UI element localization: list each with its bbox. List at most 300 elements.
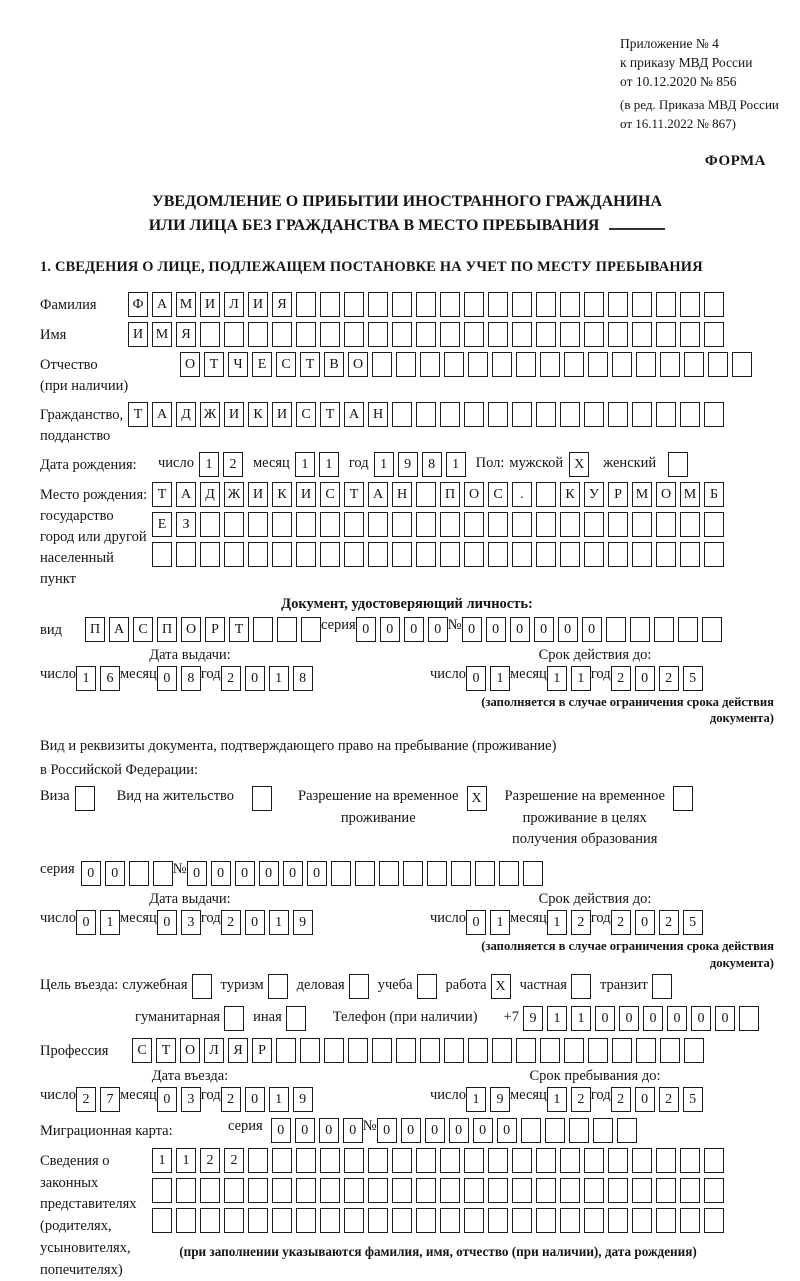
char-box[interactable] <box>396 352 416 377</box>
char-box[interactable]: С <box>276 352 296 377</box>
char-box[interactable]: Я <box>176 322 196 347</box>
checkbox[interactable] <box>668 452 688 477</box>
char-box[interactable] <box>545 1118 565 1143</box>
char-box[interactable] <box>392 292 412 317</box>
char-box[interactable] <box>475 861 495 886</box>
char-box[interactable] <box>630 617 650 642</box>
char-box[interactable] <box>253 617 273 642</box>
char-box[interactable] <box>296 292 316 317</box>
char-box[interactable] <box>584 292 604 317</box>
char-box[interactable]: 5 <box>683 1087 703 1112</box>
char-box[interactable]: 0 <box>667 1006 687 1031</box>
char-box[interactable]: 0 <box>643 1006 663 1031</box>
char-box[interactable]: М <box>176 292 196 317</box>
char-box[interactable] <box>560 1208 580 1233</box>
char-box[interactable]: 1 <box>152 1148 172 1173</box>
char-box[interactable] <box>344 542 364 567</box>
char-box[interactable] <box>416 322 436 347</box>
char-box[interactable]: 1 <box>490 910 510 935</box>
char-box[interactable] <box>368 322 388 347</box>
char-box[interactable] <box>416 512 436 537</box>
char-box[interactable] <box>416 292 436 317</box>
checkbox[interactable] <box>224 1006 244 1031</box>
char-box[interactable]: О <box>656 482 676 507</box>
char-box[interactable]: 0 <box>635 1087 655 1112</box>
char-box[interactable] <box>276 1038 296 1063</box>
char-box[interactable]: И <box>248 482 268 507</box>
char-box[interactable]: 0 <box>245 910 265 935</box>
char-box[interactable]: Д <box>200 482 220 507</box>
char-box[interactable]: А <box>152 402 172 427</box>
char-box[interactable] <box>200 1208 220 1233</box>
char-box[interactable] <box>704 512 724 537</box>
char-box[interactable]: П <box>440 482 460 507</box>
char-box[interactable] <box>704 322 724 347</box>
char-box[interactable] <box>392 1208 412 1233</box>
char-box[interactable]: О <box>180 352 200 377</box>
char-box[interactable] <box>440 322 460 347</box>
char-box[interactable] <box>176 1178 196 1203</box>
char-box[interactable]: Т <box>320 402 340 427</box>
char-box[interactable] <box>617 1118 637 1143</box>
char-box[interactable] <box>420 1038 440 1063</box>
char-box[interactable] <box>704 1148 724 1173</box>
char-box[interactable] <box>680 402 700 427</box>
char-box[interactable]: М <box>152 322 172 347</box>
checkbox[interactable] <box>252 786 272 811</box>
char-box[interactable] <box>272 512 292 537</box>
char-box[interactable]: 0 <box>462 617 482 642</box>
char-box[interactable]: И <box>128 322 148 347</box>
char-box[interactable] <box>153 861 173 886</box>
char-box[interactable] <box>608 322 628 347</box>
char-box[interactable]: 0 <box>245 1087 265 1112</box>
char-box[interactable] <box>512 512 532 537</box>
char-box[interactable] <box>272 322 292 347</box>
char-box[interactable] <box>320 512 340 537</box>
char-box[interactable]: Я <box>228 1038 248 1063</box>
char-box[interactable]: 0 <box>307 861 327 886</box>
char-box[interactable]: 1 <box>319 452 339 477</box>
char-box[interactable] <box>392 322 412 347</box>
char-box[interactable]: О <box>348 352 368 377</box>
char-box[interactable]: И <box>224 402 244 427</box>
char-box[interactable] <box>372 1038 392 1063</box>
char-box[interactable] <box>464 402 484 427</box>
char-box[interactable]: Т <box>300 352 320 377</box>
char-box[interactable]: Л <box>224 292 244 317</box>
char-box[interactable] <box>632 1178 652 1203</box>
char-box[interactable] <box>678 617 698 642</box>
char-box[interactable]: 2 <box>659 1087 679 1112</box>
char-box[interactable] <box>684 352 704 377</box>
char-box[interactable] <box>584 1178 604 1203</box>
char-box[interactable] <box>680 1178 700 1203</box>
char-box[interactable] <box>608 292 628 317</box>
char-box[interactable] <box>344 1208 364 1233</box>
char-box[interactable] <box>656 512 676 537</box>
char-box[interactable]: 0 <box>425 1118 445 1143</box>
char-box[interactable] <box>468 1038 488 1063</box>
char-box[interactable] <box>584 1148 604 1173</box>
char-box[interactable] <box>396 1038 416 1063</box>
char-box[interactable] <box>608 1208 628 1233</box>
char-box[interactable] <box>200 542 220 567</box>
char-box[interactable]: 1 <box>100 910 120 935</box>
char-box[interactable]: А <box>344 402 364 427</box>
char-box[interactable] <box>560 1148 580 1173</box>
checkbox[interactable]: X <box>569 452 589 477</box>
char-box[interactable] <box>564 1038 584 1063</box>
char-box[interactable] <box>344 322 364 347</box>
char-box[interactable] <box>296 1208 316 1233</box>
char-box[interactable] <box>584 322 604 347</box>
checkbox[interactable]: X <box>467 786 487 811</box>
char-box[interactable] <box>320 542 340 567</box>
char-box[interactable]: 9 <box>523 1006 543 1031</box>
char-box[interactable]: 3 <box>181 1087 201 1112</box>
char-box[interactable] <box>200 1178 220 1203</box>
char-box[interactable] <box>296 1178 316 1203</box>
char-box[interactable] <box>584 1208 604 1233</box>
char-box[interactable] <box>296 542 316 567</box>
char-box[interactable]: 0 <box>497 1118 517 1143</box>
char-box[interactable] <box>540 1038 560 1063</box>
char-box[interactable] <box>272 1148 292 1173</box>
char-box[interactable] <box>608 542 628 567</box>
char-box[interactable] <box>680 542 700 567</box>
char-box[interactable]: 1 <box>490 666 510 691</box>
char-box[interactable]: 0 <box>582 617 602 642</box>
char-box[interactable]: 0 <box>76 910 96 935</box>
char-box[interactable]: 1 <box>199 452 219 477</box>
char-box[interactable]: 1 <box>269 666 289 691</box>
char-box[interactable] <box>702 617 722 642</box>
char-box[interactable] <box>564 352 584 377</box>
char-box[interactable]: 1 <box>374 452 394 477</box>
char-box[interactable]: 0 <box>245 666 265 691</box>
char-box[interactable]: Я <box>272 292 292 317</box>
char-box[interactable]: 1 <box>547 910 567 935</box>
char-box[interactable] <box>656 322 676 347</box>
char-box[interactable] <box>536 512 556 537</box>
char-box[interactable]: Р <box>252 1038 272 1063</box>
char-box[interactable]: Р <box>608 482 628 507</box>
char-box[interactable]: 1 <box>295 452 315 477</box>
char-box[interactable]: 5 <box>683 666 703 691</box>
char-box[interactable] <box>224 542 244 567</box>
char-box[interactable] <box>224 322 244 347</box>
char-box[interactable]: Б <box>704 482 724 507</box>
checkbox[interactable] <box>571 974 591 999</box>
char-box[interactable]: 0 <box>486 617 506 642</box>
char-box[interactable] <box>704 1178 724 1203</box>
char-box[interactable]: 0 <box>377 1118 397 1143</box>
char-box[interactable] <box>499 861 519 886</box>
char-box[interactable] <box>451 861 471 886</box>
char-box[interactable] <box>416 1208 436 1233</box>
char-box[interactable] <box>320 292 340 317</box>
char-box[interactable] <box>344 1178 364 1203</box>
char-box[interactable]: С <box>488 482 508 507</box>
char-box[interactable]: 2 <box>223 452 243 477</box>
char-box[interactable]: 1 <box>466 1087 486 1112</box>
char-box[interactable] <box>368 1148 388 1173</box>
char-box[interactable] <box>656 292 676 317</box>
char-box[interactable]: 0 <box>356 617 376 642</box>
char-box[interactable]: 0 <box>157 1087 177 1112</box>
char-box[interactable] <box>488 1148 508 1173</box>
char-box[interactable]: 0 <box>319 1118 339 1143</box>
char-box[interactable]: 2 <box>221 666 241 691</box>
char-box[interactable] <box>320 1208 340 1233</box>
char-box[interactable]: М <box>632 482 652 507</box>
char-box[interactable] <box>492 352 512 377</box>
checkbox[interactable] <box>417 974 437 999</box>
char-box[interactable] <box>536 1148 556 1173</box>
checkbox[interactable] <box>349 974 369 999</box>
char-box[interactable]: У <box>584 482 604 507</box>
char-box[interactable] <box>516 352 536 377</box>
char-box[interactable] <box>608 512 628 537</box>
char-box[interactable] <box>464 292 484 317</box>
char-box[interactable]: 2 <box>221 910 241 935</box>
char-box[interactable] <box>584 402 604 427</box>
char-box[interactable] <box>200 322 220 347</box>
char-box[interactable] <box>632 292 652 317</box>
char-box[interactable]: 0 <box>510 617 530 642</box>
char-box[interactable] <box>440 292 460 317</box>
char-box[interactable] <box>656 1178 676 1203</box>
char-box[interactable]: 1 <box>269 1087 289 1112</box>
char-box[interactable] <box>536 1208 556 1233</box>
char-box[interactable] <box>584 512 604 537</box>
char-box[interactable]: 8 <box>293 666 313 691</box>
char-box[interactable] <box>680 512 700 537</box>
char-box[interactable] <box>296 512 316 537</box>
char-box[interactable]: 1 <box>547 1006 567 1031</box>
char-box[interactable] <box>348 1038 368 1063</box>
char-box[interactable] <box>632 322 652 347</box>
char-box[interactable]: 9 <box>398 452 418 477</box>
char-box[interactable]: К <box>560 482 580 507</box>
char-box[interactable]: Т <box>156 1038 176 1063</box>
char-box[interactable]: 0 <box>619 1006 639 1031</box>
char-box[interactable] <box>464 1148 484 1173</box>
char-box[interactable]: 0 <box>295 1118 315 1143</box>
char-box[interactable]: Ф <box>128 292 148 317</box>
char-box[interactable]: 0 <box>380 617 400 642</box>
char-box[interactable] <box>440 1178 460 1203</box>
char-box[interactable] <box>608 1178 628 1203</box>
char-box[interactable]: С <box>133 617 153 642</box>
char-box[interactable] <box>344 292 364 317</box>
char-box[interactable] <box>301 617 321 642</box>
char-box[interactable] <box>324 1038 344 1063</box>
char-box[interactable]: 1 <box>176 1148 196 1173</box>
char-box[interactable] <box>632 542 652 567</box>
char-box[interactable]: 0 <box>235 861 255 886</box>
char-box[interactable] <box>403 861 423 886</box>
char-box[interactable] <box>704 542 724 567</box>
char-box[interactable] <box>248 1148 268 1173</box>
char-box[interactable] <box>176 1208 196 1233</box>
char-box[interactable]: 1 <box>446 452 466 477</box>
char-box[interactable]: 0 <box>211 861 231 886</box>
char-box[interactable] <box>708 352 728 377</box>
char-box[interactable] <box>660 1038 680 1063</box>
char-box[interactable] <box>588 352 608 377</box>
char-box[interactable] <box>368 512 388 537</box>
char-box[interactable] <box>512 402 532 427</box>
char-box[interactable] <box>704 1208 724 1233</box>
char-box[interactable] <box>516 1038 536 1063</box>
char-box[interactable] <box>636 1038 656 1063</box>
char-box[interactable] <box>392 1148 412 1173</box>
char-box[interactable]: 0 <box>343 1118 363 1143</box>
char-box[interactable] <box>684 1038 704 1063</box>
char-box[interactable]: 0 <box>81 861 101 886</box>
char-box[interactable]: Л <box>204 1038 224 1063</box>
char-box[interactable] <box>468 352 488 377</box>
char-box[interactable] <box>248 322 268 347</box>
char-box[interactable] <box>392 512 412 537</box>
char-box[interactable]: Ж <box>200 402 220 427</box>
char-box[interactable] <box>608 1148 628 1173</box>
char-box[interactable] <box>654 617 674 642</box>
char-box[interactable] <box>416 482 436 507</box>
char-box[interactable]: 0 <box>473 1118 493 1143</box>
char-box[interactable]: 2 <box>76 1087 96 1112</box>
char-box[interactable]: 0 <box>595 1006 615 1031</box>
char-box[interactable] <box>392 402 412 427</box>
char-box[interactable] <box>200 512 220 537</box>
char-box[interactable] <box>606 617 626 642</box>
char-box[interactable]: 0 <box>157 910 177 935</box>
char-box[interactable]: 0 <box>428 617 448 642</box>
char-box[interactable]: 9 <box>293 1087 313 1112</box>
char-box[interactable]: 0 <box>466 666 486 691</box>
char-box[interactable]: А <box>176 482 196 507</box>
char-box[interactable] <box>512 1148 532 1173</box>
char-box[interactable] <box>680 1208 700 1233</box>
char-box[interactable]: 0 <box>283 861 303 886</box>
char-box[interactable] <box>300 1038 320 1063</box>
char-box[interactable]: Р <box>205 617 225 642</box>
char-box[interactable]: Е <box>152 512 172 537</box>
char-box[interactable]: 9 <box>293 910 313 935</box>
char-box[interactable] <box>176 542 196 567</box>
char-box[interactable] <box>512 292 532 317</box>
char-box[interactable]: Т <box>204 352 224 377</box>
char-box[interactable] <box>152 1208 172 1233</box>
char-box[interactable] <box>440 542 460 567</box>
char-box[interactable] <box>277 617 297 642</box>
char-box[interactable] <box>272 1178 292 1203</box>
char-box[interactable] <box>584 542 604 567</box>
char-box[interactable]: А <box>368 482 388 507</box>
char-box[interactable] <box>368 542 388 567</box>
char-box[interactable]: 0 <box>691 1006 711 1031</box>
char-box[interactable] <box>296 1148 316 1173</box>
char-box[interactable]: 2 <box>611 1087 631 1112</box>
char-box[interactable]: П <box>85 617 105 642</box>
checkbox[interactable]: X <box>491 974 511 999</box>
char-box[interactable]: А <box>109 617 129 642</box>
char-box[interactable]: И <box>200 292 220 317</box>
char-box[interactable]: 9 <box>490 1087 510 1112</box>
char-box[interactable]: О <box>180 1038 200 1063</box>
char-box[interactable] <box>560 542 580 567</box>
char-box[interactable]: 2 <box>571 910 591 935</box>
char-box[interactable] <box>536 322 556 347</box>
char-box[interactable]: 1 <box>547 1087 567 1112</box>
char-box[interactable] <box>512 1208 532 1233</box>
char-box[interactable]: И <box>296 482 316 507</box>
char-box[interactable]: 0 <box>534 617 554 642</box>
char-box[interactable] <box>248 542 268 567</box>
char-box[interactable] <box>492 1038 512 1063</box>
char-box[interactable]: Т <box>344 482 364 507</box>
char-box[interactable] <box>320 322 340 347</box>
char-box[interactable]: 0 <box>635 666 655 691</box>
char-box[interactable] <box>368 292 388 317</box>
char-box[interactable] <box>272 1208 292 1233</box>
char-box[interactable] <box>656 542 676 567</box>
char-box[interactable] <box>536 482 556 507</box>
char-box[interactable] <box>224 512 244 537</box>
char-box[interactable] <box>540 352 560 377</box>
char-box[interactable] <box>488 1208 508 1233</box>
char-box[interactable]: С <box>320 482 340 507</box>
char-box[interactable]: 2 <box>571 1087 591 1112</box>
char-box[interactable]: 2 <box>224 1148 244 1173</box>
char-box[interactable]: Н <box>368 402 388 427</box>
char-box[interactable] <box>368 1178 388 1203</box>
char-box[interactable] <box>444 352 464 377</box>
char-box[interactable]: 2 <box>200 1148 220 1173</box>
char-box[interactable] <box>521 1118 541 1143</box>
char-box[interactable] <box>392 542 412 567</box>
char-box[interactable] <box>488 542 508 567</box>
char-box[interactable]: 0 <box>449 1118 469 1143</box>
char-box[interactable]: Т <box>229 617 249 642</box>
char-box[interactable] <box>704 292 724 317</box>
char-box[interactable]: Ж <box>224 482 244 507</box>
char-box[interactable] <box>536 542 556 567</box>
char-box[interactable] <box>440 512 460 537</box>
char-box[interactable] <box>608 402 628 427</box>
char-box[interactable]: К <box>272 482 292 507</box>
char-box[interactable] <box>440 402 460 427</box>
char-box[interactable] <box>560 292 580 317</box>
char-box[interactable] <box>632 402 652 427</box>
char-box[interactable]: И <box>248 292 268 317</box>
char-box[interactable]: Т <box>128 402 148 427</box>
char-box[interactable] <box>680 292 700 317</box>
char-box[interactable]: 0 <box>715 1006 735 1031</box>
char-box[interactable] <box>612 352 632 377</box>
checkbox[interactable] <box>192 974 212 999</box>
char-box[interactable] <box>488 512 508 537</box>
char-box[interactable]: С <box>132 1038 152 1063</box>
char-box[interactable]: 8 <box>422 452 442 477</box>
char-box[interactable]: С <box>296 402 316 427</box>
char-box[interactable]: 0 <box>466 910 486 935</box>
char-box[interactable]: О <box>181 617 201 642</box>
char-box[interactable]: Н <box>392 482 412 507</box>
char-box[interactable] <box>656 1148 676 1173</box>
